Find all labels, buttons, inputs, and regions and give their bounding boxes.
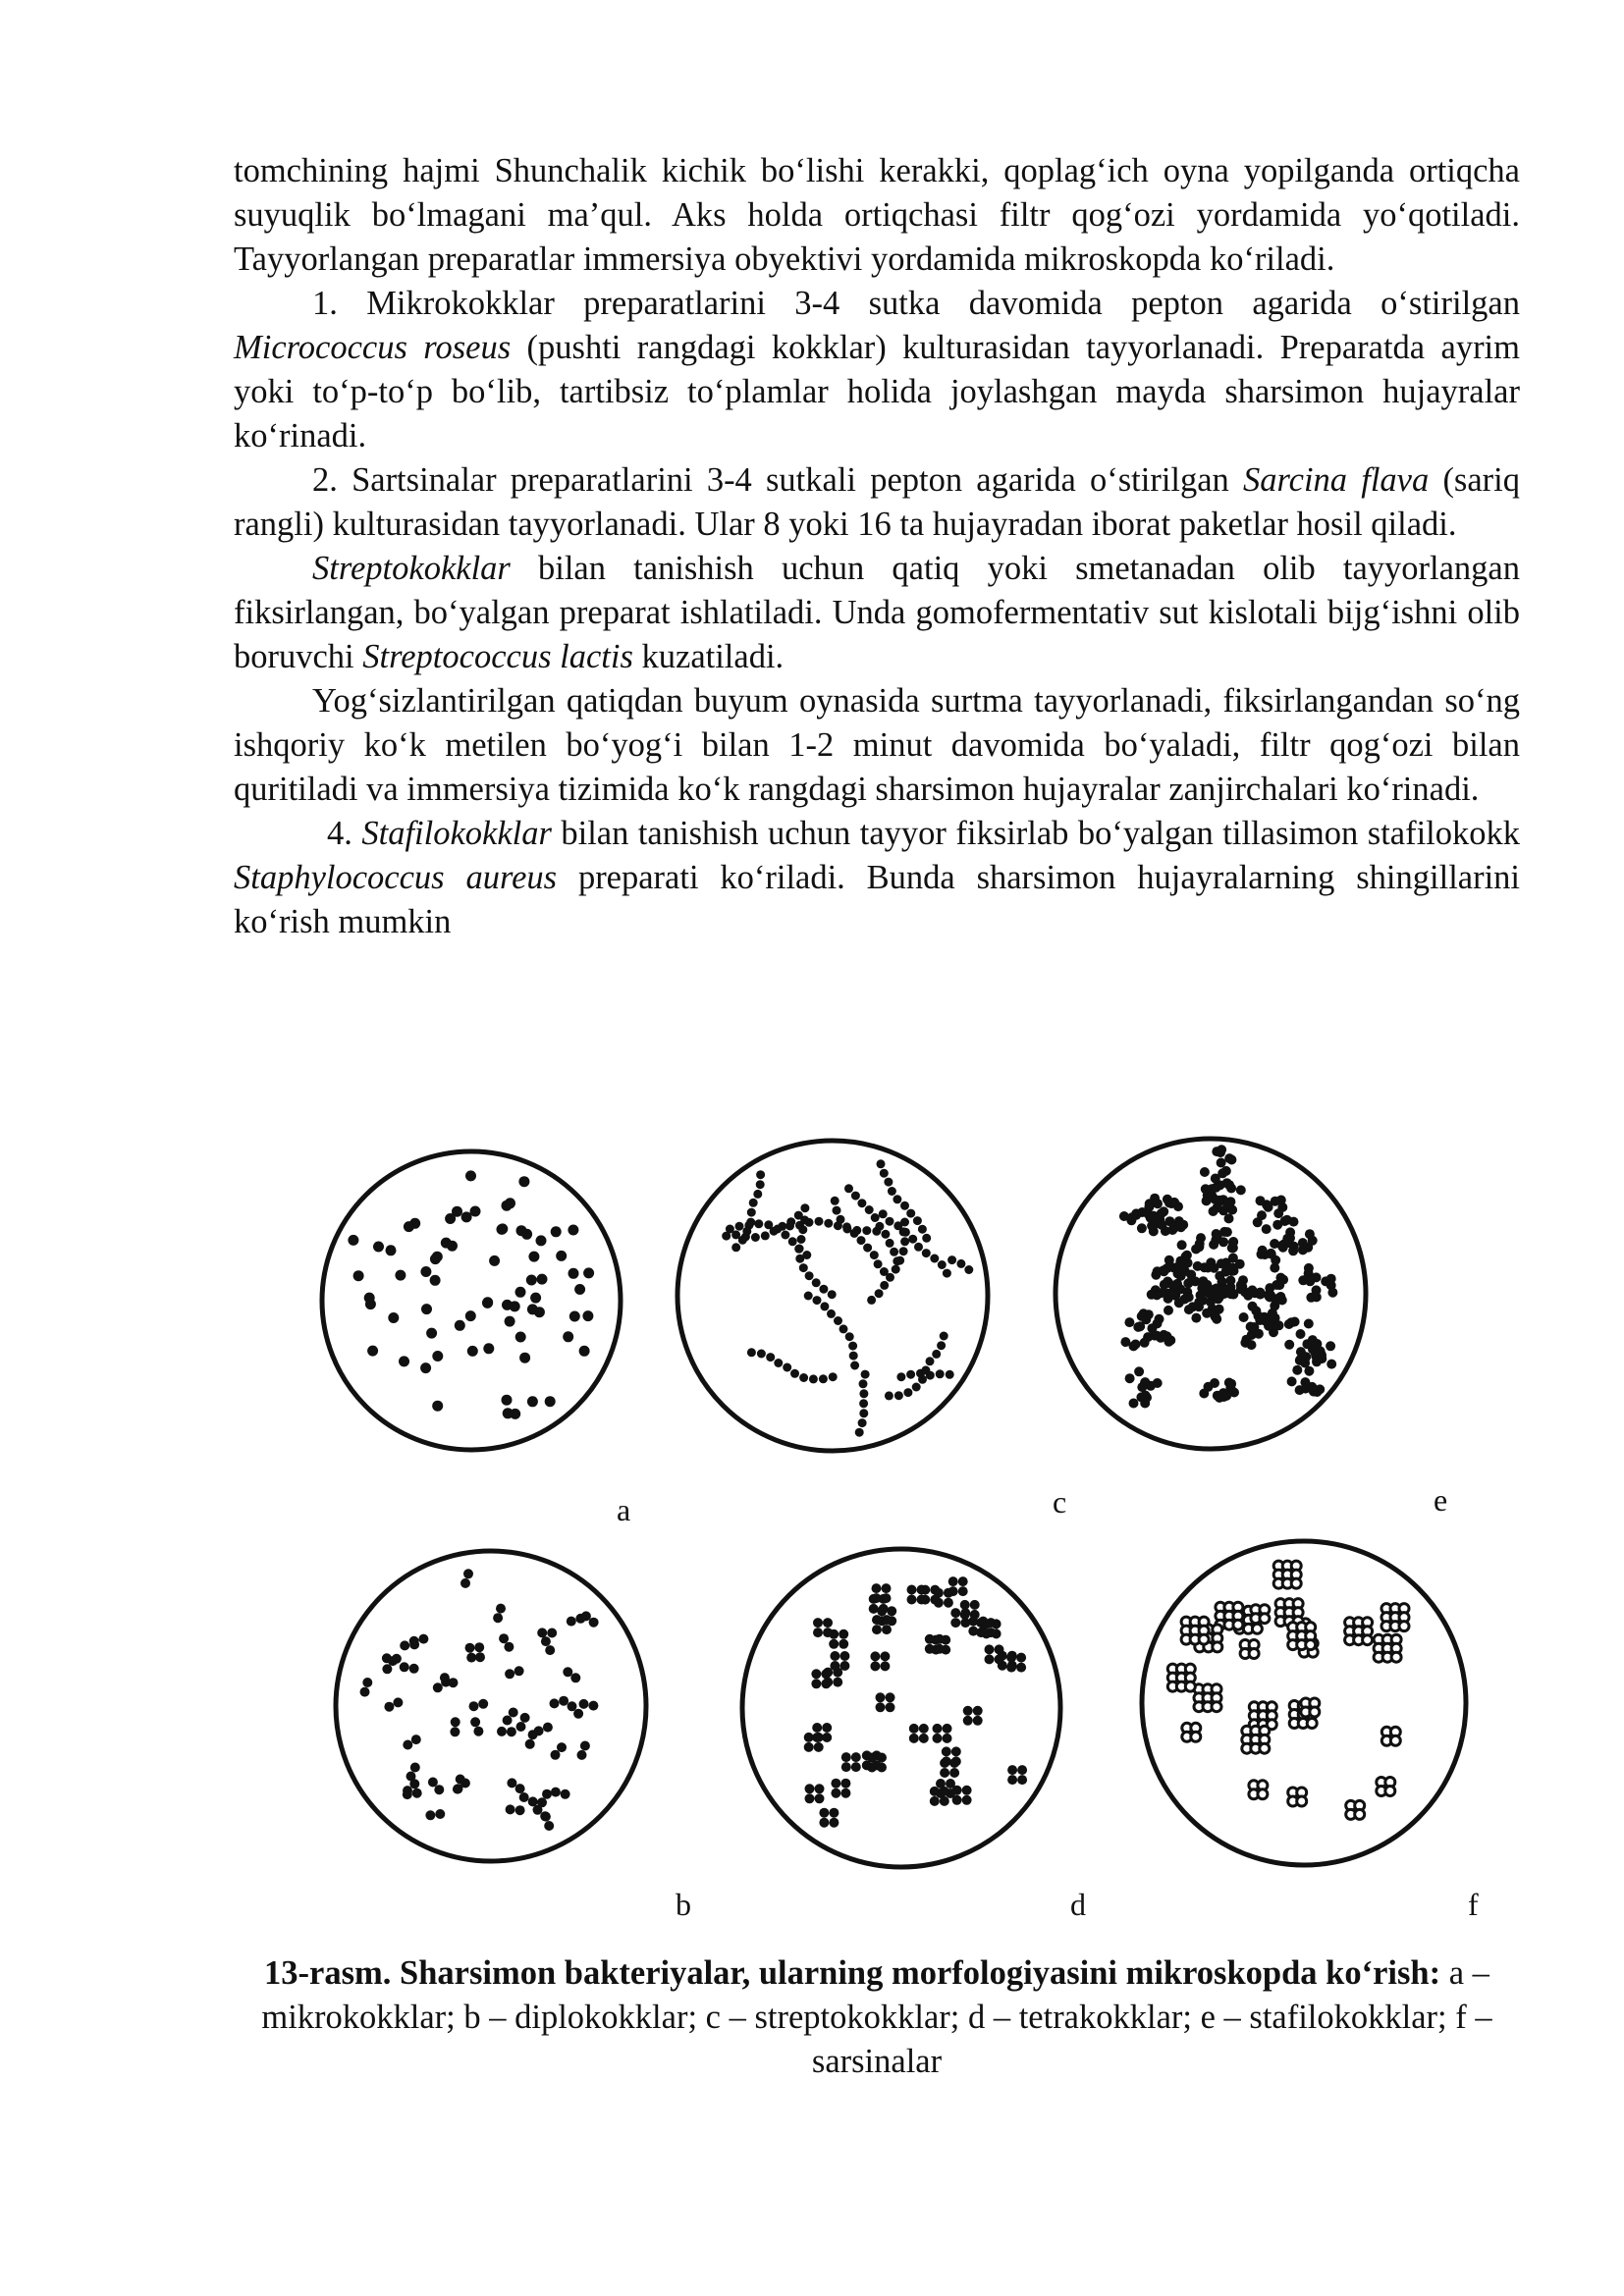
species-name: Sarcina flava (1243, 461, 1430, 499)
species-name: Streptococcus lactis (362, 638, 633, 675)
paragraph-text: 2. Sartsinalar preparatlarini 3-4 sutkali pepton agarida o‘stirilgan (312, 461, 1244, 499)
label-b: b (676, 1887, 691, 1922)
paragraph-text: tomchining hajmi Shunchalik kichik bo‘lishi kerakki, qoplag‘ich oyna yopilganda ortiqcha suyuqlik bo‘lmagani ma’qul. Aks holda ortiqchasi filtr qog‘ozi yordamida yo‘qotiladi. Tayyorlangan preparatlar immersiya obyektivi yordamida mikroskopda ko‘riladi. (234, 152, 1520, 278)
paragraph-intro (234, 149, 1520, 282)
label-f: f (1468, 1887, 1479, 1922)
species-name: Staphylococcus aureus (234, 859, 558, 896)
paragraph-text: bilan tanishish uchun tayyor fiksirlab bo‘yalgan tillasimon stafilokokk (551, 815, 1520, 852)
genus-name: Stafilokokklar (361, 815, 552, 852)
diplococci-circle (336, 1551, 646, 1861)
paragraph-text: bilan tanishish uchun qatiq yoki smetanadan olib tayyorlangan fiksirlangan, bo‘yalgan preparat ishlatiladi. Unda gomofermentativ sut kislotali bijg‘ishni olib boruvchi (234, 550, 1520, 675)
paragraph-sarcina (234, 458, 1520, 547)
sarcinae-circle (1142, 1541, 1466, 1865)
paragraph-text: preparati ko‘riladi. Bunda sharsimon hujayralarning shingillarini ko‘rish mumkin (234, 859, 1520, 940)
figure-drawing (314, 1129, 1492, 1934)
paragraph-text: 4. (327, 815, 362, 852)
figure-bacteria-morphology (314, 1129, 1492, 1934)
tetracocci-circle (742, 1549, 1060, 1867)
figure-caption (234, 1951, 1520, 2084)
paragraph-smear (234, 679, 1520, 812)
species-name: Micrococcus roseus (234, 329, 512, 366)
text-body (234, 149, 1520, 944)
paragraph-text: 1. Mikrokokklar preparatlarini 3-4 sutka davomida pepton agarida o‘stirilgan (312, 285, 1520, 322)
paragraph-staphylococci (234, 812, 1520, 944)
label-e: e (1434, 1482, 1448, 1518)
paragraph-text: (pushti rangdagi kokklar) kulturasidan tayyorlanadi. Preparatda ayrim yoki to‘p-to‘p bo‘lib, tartibsiz to‘plamlar holida joylashgan mayda sharsimon hujayralar ko‘rinadi. (234, 329, 1520, 454)
streptococci-circle (677, 1141, 988, 1451)
paragraph-text: kuzatiladi. (632, 638, 785, 675)
genus-name: Streptokokklar (312, 550, 511, 587)
paragraph-streptococci (234, 547, 1520, 679)
staphylococci-circle (1056, 1139, 1366, 1449)
paragraph-micrococci (234, 282, 1520, 458)
micrococci-circle (322, 1151, 621, 1450)
caption-title: 13-rasm. Sharsimon bakteriyalar, ularning morfologiyasini mikroskopda ko‘rish: (264, 1954, 1441, 1992)
paragraph-text: Yog‘sizlantirilgan qatiqdan buyum oynasida surtma tayyorlanadi, fiksirlangandan so‘ng ishqoriy ko‘k metilen bo‘yog‘i bilan 1-2 minut davomida bo‘yaladi, filtr qog‘ozi bilan quritiladi va immersiya tizimida ko‘k rangdagi sharsimon hujayralar zanjirchalari ko‘rinadi. (234, 682, 1520, 808)
label-d: d (1070, 1887, 1086, 1922)
caption-text: a – mikrokokklar; b – diplokokklar; c – streptokokklar; d – tetrakokklar; e – stafilokokklar; f – sarsinalar (261, 1954, 1492, 2080)
label-a: a (617, 1492, 631, 1527)
paragraph-text: (sariq rangli) kulturasidan tayyorlanadi. Ular 8 yoki 16 ta hujayradan iborat paketlar hosil qiladi. (234, 461, 1521, 543)
label-c: c (1053, 1484, 1067, 1520)
